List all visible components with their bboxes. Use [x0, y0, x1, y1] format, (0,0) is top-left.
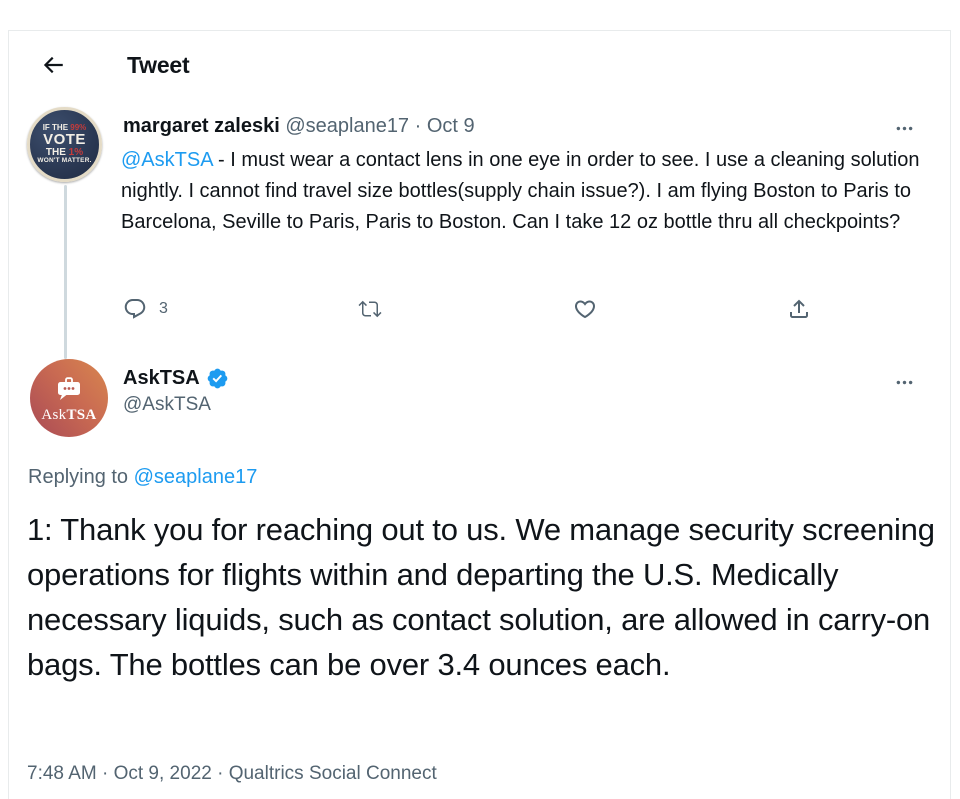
more-horizontal-icon	[894, 118, 915, 139]
tweet-author-row	[123, 115, 475, 138]
chat-bubble-icon	[52, 376, 86, 406]
author-name[interactable]: margaret zaleski	[123, 115, 280, 137]
heart-icon	[573, 297, 597, 321]
mention-link[interactable]: @AskTSA	[121, 149, 213, 171]
reply-icon	[123, 297, 147, 321]
tweet-detail-panel	[8, 30, 951, 799]
verified-badge-icon	[206, 367, 229, 390]
reply-author-block	[123, 367, 229, 416]
replying-to-handle-link[interactable]: @seaplane17	[133, 466, 258, 488]
reply-author-handle[interactable]: @AskTSA	[123, 394, 211, 415]
tweet-meta-line: 7:48 AM · Oct 9, 2022 · Qualtrics Social Connect	[27, 763, 437, 784]
header	[9, 31, 950, 83]
arrow-left-icon	[40, 52, 66, 78]
retweet-button[interactable]	[358, 297, 382, 321]
replying-to-line: Replying to @seaplane17	[28, 466, 258, 488]
avatar-asktsa[interactable]	[30, 359, 108, 437]
tweet-more-button[interactable]	[891, 115, 917, 141]
like-button[interactable]	[573, 297, 597, 321]
dot-separator: ·	[414, 115, 422, 137]
avatar-badge-text: IF THE	[42, 122, 69, 132]
reply-author-name[interactable]: AskTSA	[123, 367, 200, 389]
share-icon	[787, 297, 811, 321]
reply-more-button[interactable]	[891, 369, 917, 395]
more-horizontal-icon	[894, 372, 915, 393]
tweet-date[interactable]: Oct 9	[426, 115, 475, 137]
reply-text: 1: Thank you for reaching out to us. We manage security screening operations for flights within and departing the U.S. Medically necessary liquids, such as contact solution, are allowed in carry-on bags. The bottles can be over 3.4 ounces each.	[27, 512, 935, 682]
reply-count: 3	[159, 300, 168, 317]
author-handle[interactable]: @seaplane17	[285, 115, 410, 137]
share-button[interactable]	[787, 297, 811, 321]
avatar-asktsa-label: AskTSA	[41, 407, 97, 423]
reply-button[interactable]	[123, 297, 168, 321]
back-button[interactable]	[35, 47, 71, 83]
tweet-text-rest: - I must wear a contact lens in one eye in order to see. I use a cleaning solution nightly. I cannot find travel size bottles(supply chain issue?). I am flying Boston to Paris to Barcelona, Seville to Paris, Paris to Boston. Can I take 12 oz bottle thru all checkpoints?	[121, 149, 920, 233]
thread-connector-line	[64, 185, 67, 359]
retweet-icon	[358, 297, 382, 321]
page-title: Tweet	[127, 51, 190, 78]
tweet-text	[121, 145, 921, 238]
avatar-margaret-zaleski[interactable]: IF THE 99% VOTE THE 1% WON'T MATTER.	[27, 107, 102, 182]
tweet-action-bar	[123, 291, 811, 327]
